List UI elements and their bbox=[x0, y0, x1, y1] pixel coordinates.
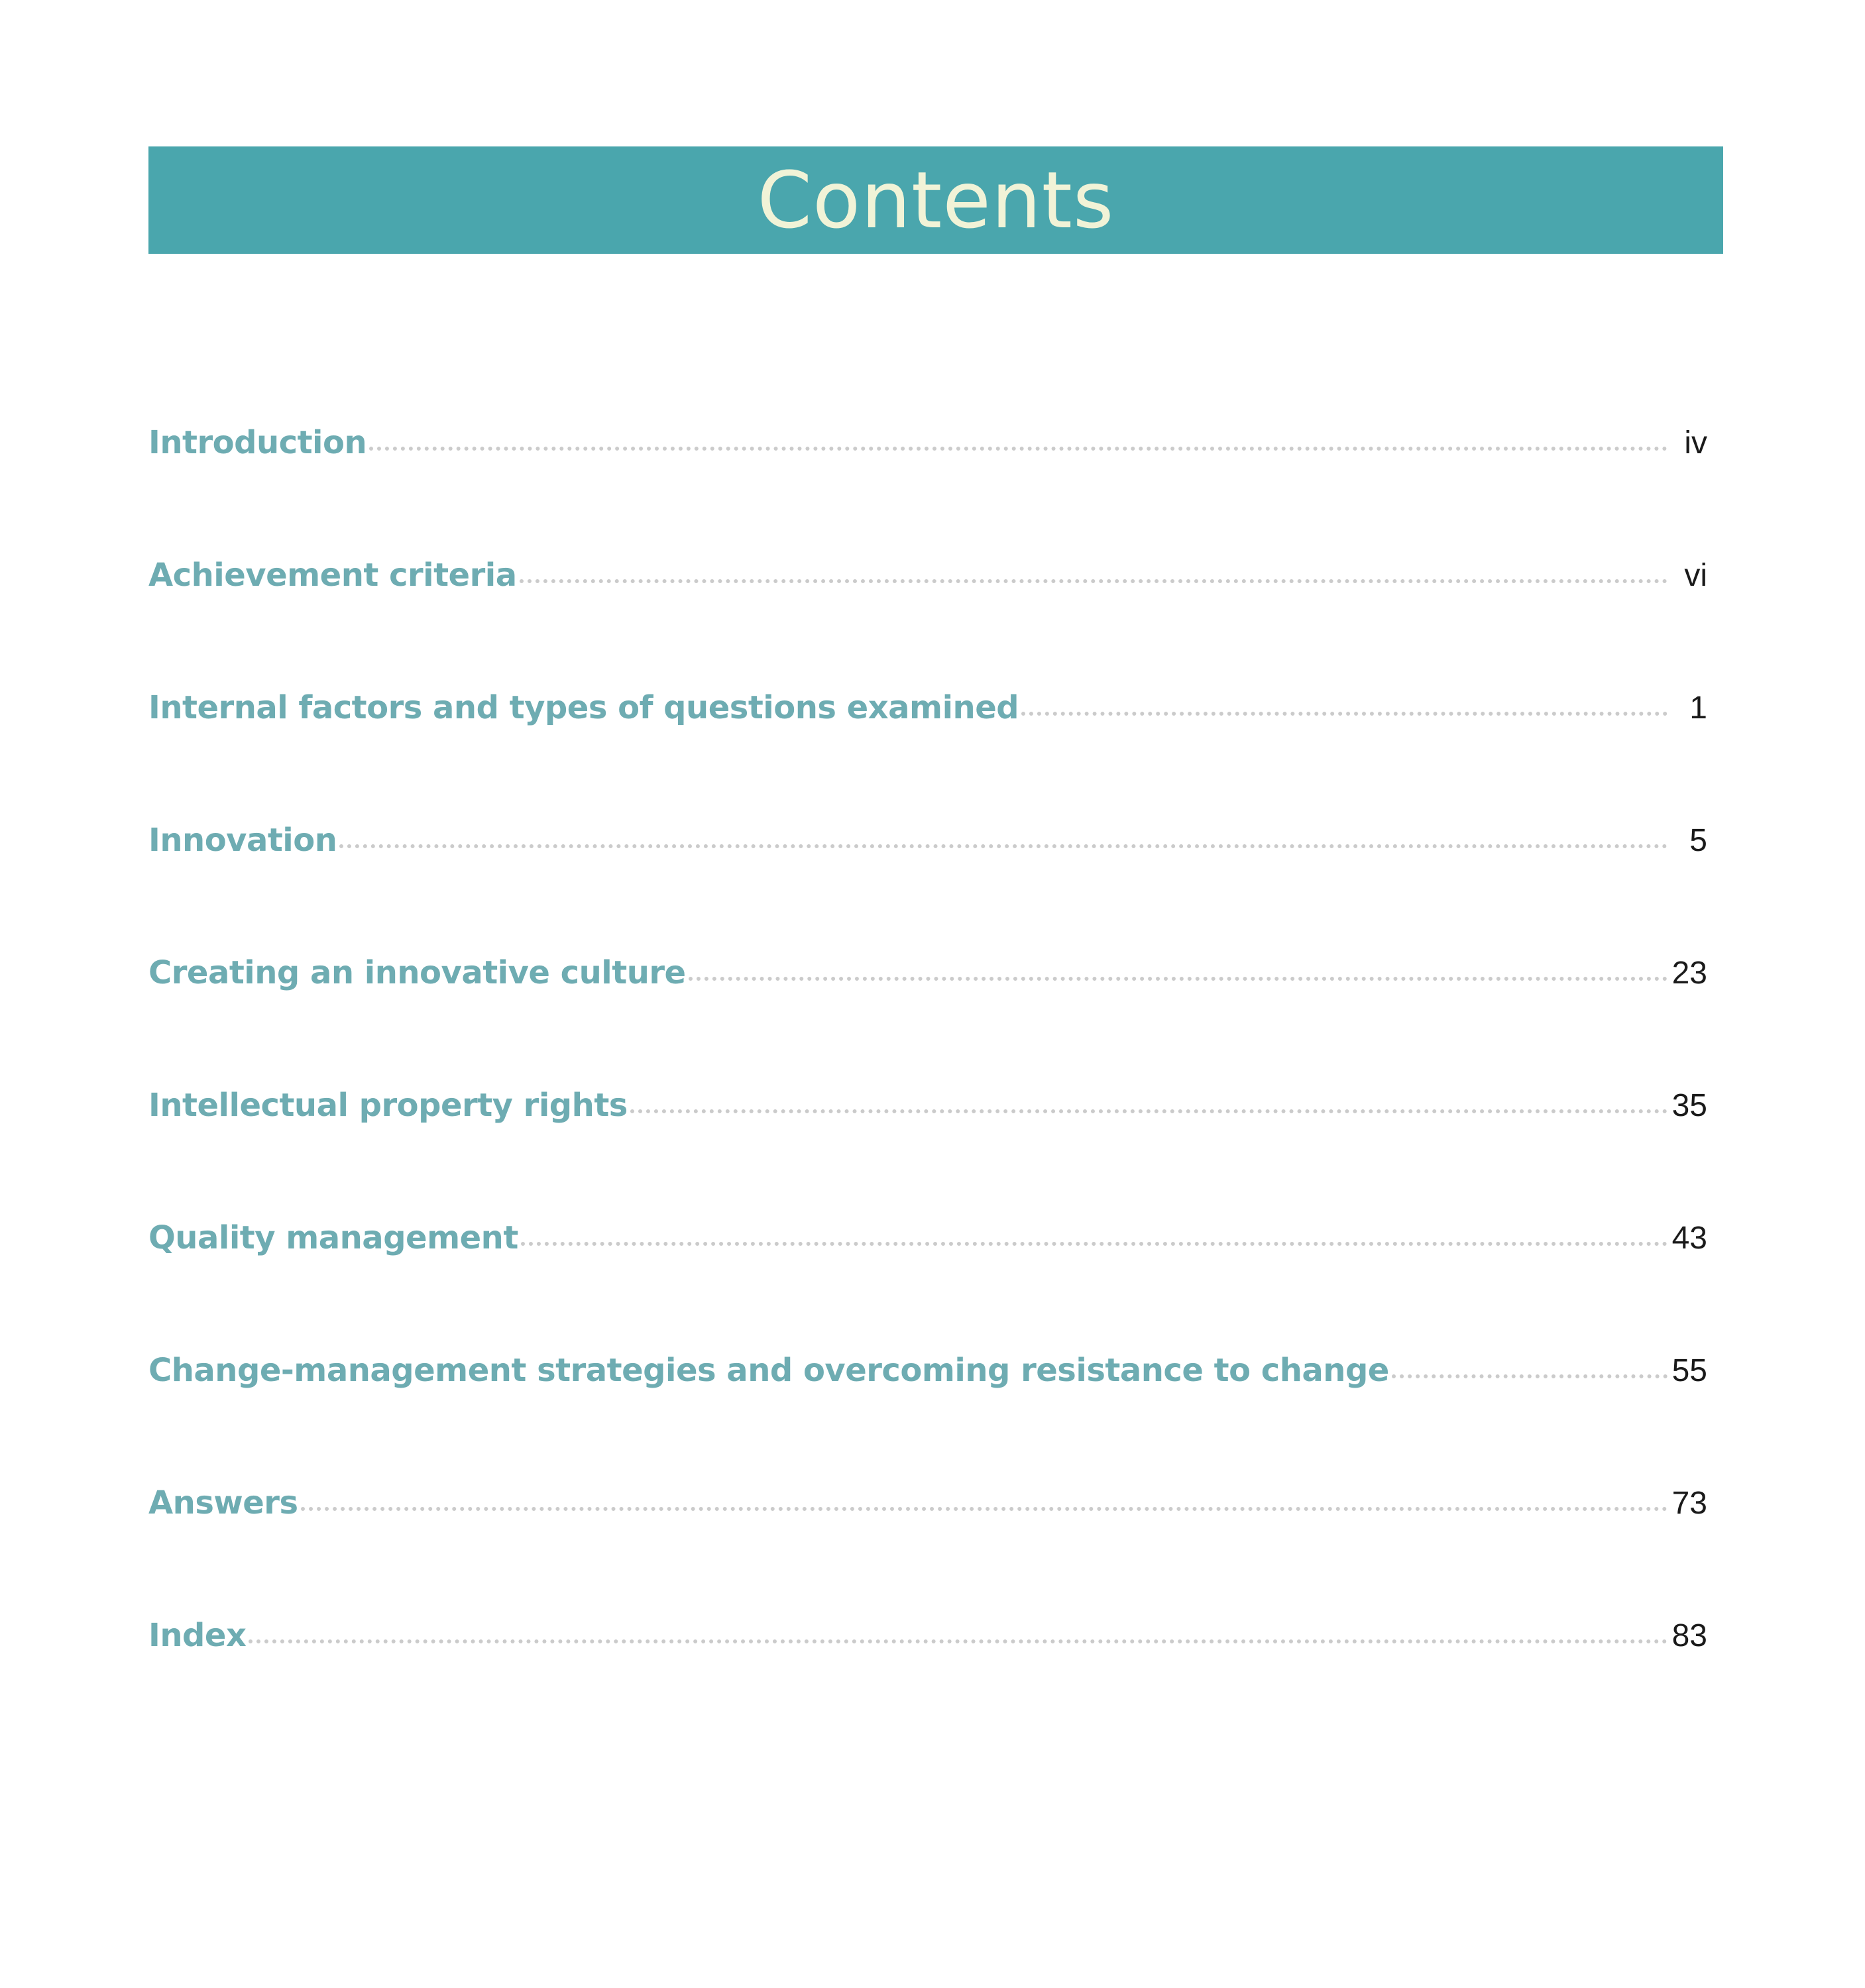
entry-title: Achievement criteria bbox=[148, 557, 517, 594]
toc-entry-quality-management[interactable] bbox=[148, 1219, 1707, 1352]
title-banner bbox=[148, 146, 1723, 254]
toc-entry-change-management[interactable] bbox=[148, 1352, 1707, 1484]
entry-title: Answers bbox=[148, 1484, 298, 1521]
leader-dots bbox=[339, 844, 1667, 848]
entry-title: Innovation bbox=[148, 822, 337, 859]
entry-title: Index bbox=[148, 1617, 247, 1654]
page-number: 23 bbox=[1671, 956, 1707, 991]
leader-dots bbox=[1021, 712, 1667, 716]
toc-entry-introduction[interactable] bbox=[148, 424, 1707, 557]
page-number: 73 bbox=[1671, 1486, 1707, 1521]
leader-dots bbox=[301, 1507, 1667, 1511]
page-number: 83 bbox=[1671, 1618, 1707, 1653]
leader-dots bbox=[249, 1639, 1667, 1643]
toc-entry-intellectual-property[interactable] bbox=[148, 1087, 1707, 1219]
page-number: 1 bbox=[1689, 690, 1707, 726]
entry-title: Internal factors and types of questions examined bbox=[148, 689, 1019, 726]
page-number: 55 bbox=[1671, 1353, 1707, 1388]
entry-title: Intellectual property rights bbox=[148, 1087, 628, 1124]
page-number: iv bbox=[1684, 425, 1707, 461]
toc-entry-innovative-culture[interactable] bbox=[148, 954, 1707, 1087]
table-of-contents bbox=[148, 424, 1707, 1749]
leader-dots bbox=[630, 1109, 1667, 1113]
entry-title: Change-management strategies and overcoming resistance to change bbox=[148, 1352, 1389, 1389]
page-number: 43 bbox=[1671, 1221, 1707, 1256]
page-number: 35 bbox=[1671, 1088, 1707, 1123]
toc-entry-internal-factors[interactable] bbox=[148, 689, 1707, 822]
entry-title: Creating an innovative culture bbox=[148, 954, 686, 991]
leader-dots bbox=[1392, 1374, 1667, 1378]
toc-entry-answers[interactable] bbox=[148, 1484, 1707, 1617]
leader-dots bbox=[369, 447, 1667, 451]
leader-dots bbox=[520, 579, 1667, 583]
page-number: vi bbox=[1684, 558, 1707, 593]
toc-entry-innovation[interactable] bbox=[148, 822, 1707, 954]
toc-entry-achievement-criteria[interactable] bbox=[148, 557, 1707, 689]
entry-title: Introduction bbox=[148, 424, 367, 461]
toc-entry-index[interactable] bbox=[148, 1617, 1707, 1749]
page-number: 5 bbox=[1689, 823, 1707, 858]
leader-dots bbox=[521, 1242, 1667, 1246]
page-title: Contents bbox=[757, 154, 1115, 246]
leader-dots bbox=[689, 977, 1667, 981]
entry-title: Quality management bbox=[148, 1219, 518, 1256]
